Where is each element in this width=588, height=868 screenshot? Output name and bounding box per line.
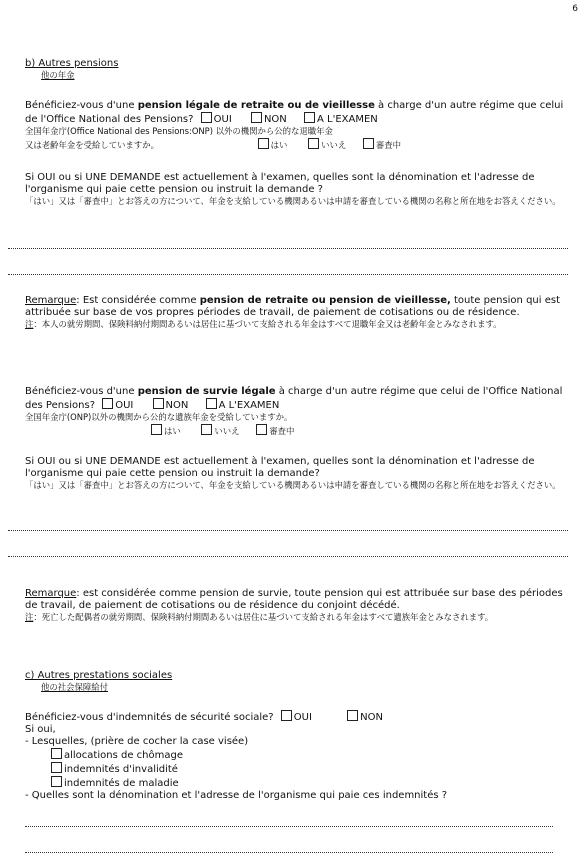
q1-text-pre: Bénéficiez-vous d'une [25,100,138,111]
checkbox-q1-non-jp[interactable] [308,138,319,149]
section-b-title: b) Autres pensions [25,58,119,69]
q1-jp-line2: 又は老齢年金を受給していますか。 [25,139,159,150]
question-social-benefits [25,710,565,802]
q1-followup [25,172,565,208]
remark-1-jp-label: 注 [25,319,34,329]
section-b-header [25,58,565,82]
remark-2-jp-label: 注 [25,612,34,622]
q2-text-bold: pension de survie légale [137,386,276,397]
q3-oui-label: OUI [293,712,312,723]
q1-non-jp-label: いいえ [321,139,347,150]
q1-oui-label: OUI [213,114,232,125]
remark-2-text: : est considérée comme pension de survie, toute pension qui est attribuée sur base des périodes de travail, de paiement de cotisations ou de résidence du conjoint décédé. [25,588,563,611]
si-oui-text: Si oui, [25,724,56,735]
checkbox-q2-oui[interactable] [102,398,113,409]
q2-examen-jp-label: 審査中 [269,425,295,436]
page-number: 6 [572,4,578,14]
checkbox-q1-examen[interactable] [304,112,315,123]
option-maladie-label: indemnités de maladie [64,778,179,789]
section-b-title-jp: 他の年金 [41,70,75,80]
answer-line-6[interactable] [25,852,553,853]
checkbox-chomage[interactable] [51,748,62,759]
q2-non-jp-label: いいえ [214,425,240,436]
q2-oui-jp-label: はい [164,425,181,436]
remark-1-post: toute pension qui est attribuée sur base de vos propres périodes de travail, de paiement de cotisations ou de résidence. [25,295,560,318]
q1-followup-jp: 「はい」又は「審査中」とお答えの方について、年金を支給している機関あるいは申請を審査している機関の名称と所在地をお答えください。 [25,196,561,206]
answer-line-1[interactable] [8,248,568,249]
q2-followup [25,456,565,492]
remark-survivor [25,588,565,624]
remark-2-label: Remarque [25,588,77,599]
checkbox-q1-examen-jp[interactable] [363,138,374,149]
section-c-header [25,670,565,694]
option-invalidite-label: indemnités d'invalidité [64,764,178,775]
checkbox-q2-non-jp[interactable] [201,424,212,435]
benefit-options [25,748,565,790]
q2-oui-label: OUI [115,400,134,411]
remark-2-jp-text: ：死亡した配偶者の就労期間、保険料納付期間あるいは居住に基づいて支給される年金はすべて遺族年金とみなされます。 [33,612,494,622]
checkbox-maladie[interactable] [51,776,62,787]
question-survivor-pension [25,386,565,437]
q1-examen-label: A L'EXAMEN [316,114,378,125]
q1-jp-line1: 全国年金庁(Office National des Pensions:ONP) 以外の機関から公的な退職年金 [25,126,333,136]
checkbox-q1-non[interactable] [251,112,262,123]
option-chomage-label: allocations de chômage [64,750,183,761]
remark-1-bold: pension de retraite ou pension de vieillesse, [199,295,451,306]
answer-line-5[interactable] [25,826,553,827]
checkbox-q2-oui-jp[interactable] [151,424,162,435]
checkbox-q1-oui-jp[interactable] [258,138,269,149]
answer-line-4[interactable] [8,556,568,557]
q3-text: Bénéficiez-vous d'indemnités de sécurité sociale? [25,712,274,723]
checkbox-q3-non[interactable] [347,710,358,721]
remark-1-pre: : Est considérée comme [76,295,200,306]
section-c-title: c) Autres prestations sociales [25,670,173,681]
q2-text-post: à charge d'un autre régime que celui de l'Office National des Pensions? [25,386,563,411]
q2-examen-label: A L'EXAMEN [218,400,280,411]
checkbox-q2-examen[interactable] [206,398,217,409]
q2-followup-jp: 「はい」又は「審査中」とお答えの方について、年金を支給している機関あるいは申請を審査している機関の名称と所在地をお答えください。 [25,480,561,490]
question-legal-pension [25,100,565,151]
q3-non-label: NON [360,712,383,723]
q4-text: - Quelles sont la dénomination et l'adresse de l'organisme qui paie ces indemnités ? [25,790,448,801]
q2-jp-text: 全国年金庁(ONP)以外の機関から公的な遺族年金を受給していますか。 [25,412,293,422]
answer-line-3[interactable] [8,530,568,531]
remark-retirement [25,295,565,331]
checkbox-q2-examen-jp[interactable] [256,424,267,435]
q2-text-pre: Bénéficiez-vous d'une [25,386,138,397]
remark-1-label: Remarque [25,295,77,306]
section-c-title-jp: 他の社会保障給付 [41,682,108,692]
remark-1-jp-text: ：本人の就労期間、保険料納付期間あるいは居住に基づいて支給される年金はすべて退職年金又は老齢年金とみなされます。 [33,319,502,329]
checkbox-invalidite[interactable] [51,762,62,773]
checkbox-q3-oui[interactable] [281,710,292,721]
lesquelles-text: - Lesquelles, (prière de cocher la case visée) [25,736,249,747]
q1-text-post: à charge d'un autre régime que celui de l'Office National des Pensions? [25,100,564,125]
checkbox-q1-oui[interactable] [201,112,212,123]
q1-non-label: NON [263,114,287,125]
q1-examen-jp-label: 審査中 [375,139,402,150]
q2-non-label: NON [165,400,189,411]
answer-line-2[interactable] [8,274,568,275]
q2-followup-text: Si OUI ou si UNE DEMANDE est actuellement à l'examen, quelles sont la dénomination et l'adresse de l'organisme qui paie cette pension ou instruit la demande? [25,456,535,479]
q1-oui-jp-label: はい [270,139,288,150]
checkbox-q2-non[interactable] [153,398,164,409]
q1-text-bold: pension légale de retraite ou de vieillesse [137,100,375,111]
q1-followup-text: Si OUI ou si UNE DEMANDE est actuellement à l'examen, quelles sont la dénomination et l'adresse de l'organisme qui paie cette pension ou instruit la demande ? [25,172,535,195]
